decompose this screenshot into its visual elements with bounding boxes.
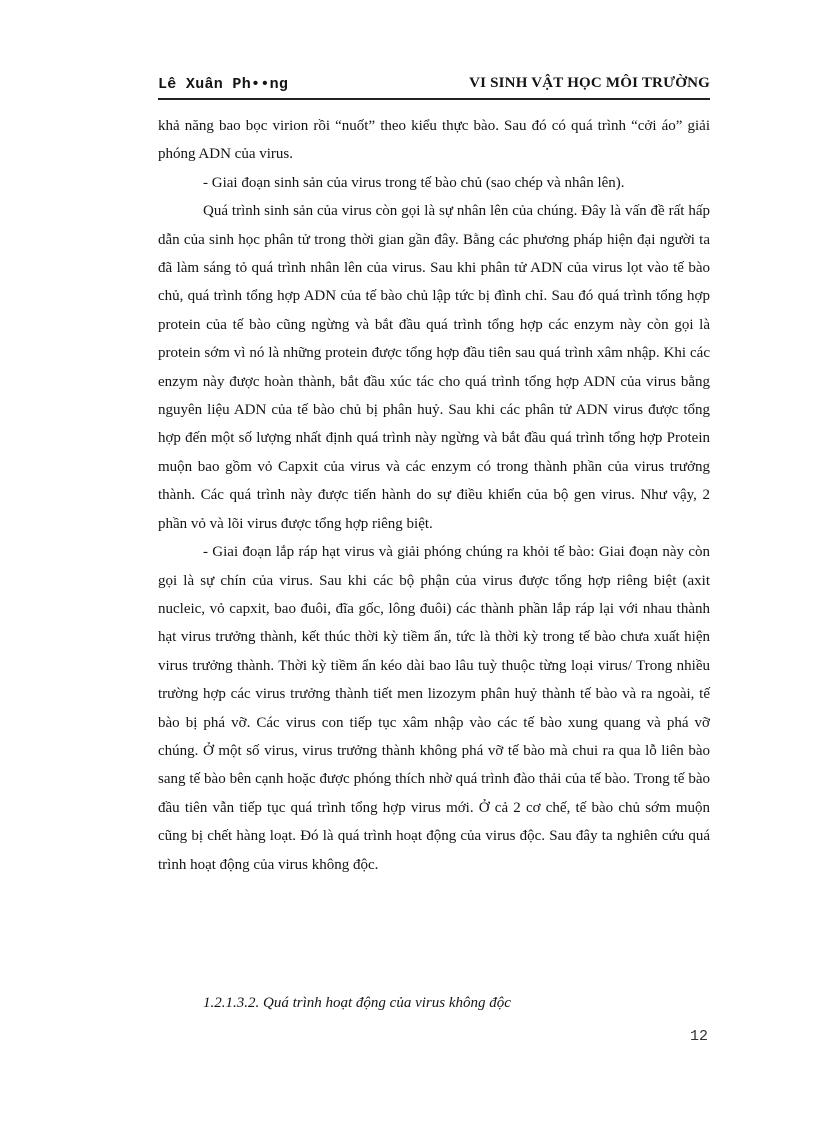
section-heading: 1.2.1.3.2. Quá trình hoạt động của virus không độc [203,995,511,1011]
page-header [158,70,710,100]
paragraph-continuation: khả năng bao bọc virion rồi “nuốt” theo kiểu thực bào. Sau đó có quá trình “cởi áo” giải phóng ADN của virus. [158,118,710,163]
body-text [158,112,710,879]
header-author: Lê Xuân Ph••ng [158,76,289,93]
paragraph-stage-assembly: - Giai đoạn lắp ráp hạt virus và giải phóng chúng ra khỏi tế bào: Giai đoạn này còn gọi là sự chín của virus. Sau khi các bộ phận của virus được tổng hợp riêng biệt (axit nucleic, vỏ capxit, bao đuôi, đĩa gốc, lông đuôi) các thành phần lắp ráp lại với nhau thành hạt virus trưởng thành, kết thúc thời kỳ tiềm ẩn, tức là thời kỳ trong tế bào chưa xuất hiện virus trưởng thành. Thời kỳ tiềm ẩn kéo dài bao lâu tuỳ thuộc từng loại virus/ Trong nhiều trường hợp các virus trưởng thành tiết men lizozym phân huỷ thành tế bào và ra ngoài, tế bào bị phá vỡ. Các virus con tiếp tục xâm nhập vào các tế bào xung quang và phá vỡ chúng. Ở một số virus, virus trưởng thành không phá vỡ tế bào mà chui ra qua lỗ liên bào sang tế bào bên cạnh hoặc được phóng thích nhờ quá trình đào thải của tế bào. Trong tế bào đầu tiên vẫn tiếp tục quá trình tổng hợp virus mới. Ở cả 2 cơ chế, tế bào chủ sớm muộn cũng bị chết hàng loạt. Đó là quá trình hoạt động của virus độc. Sau đây ta nghiên cứu quá trình hoạt động của virus không độc. [158,544,710,873]
header-title: VI SINH VẬT HỌC MÔI TRƯỜNG [469,75,710,91]
paragraph-stage-reproduction: - Giai đoạn sinh sản của virus trong tế bào chủ (sao chép và nhân lên). [203,174,625,191]
paragraph-reproduction-detail: Quá trình sinh sản của virus còn gọi là sự nhân lên của chúng. Đây là vấn đề rất hấp dẫn của sinh học phân tử trong thời gian gần đây. Bằng các phương pháp hiện đại người ta đã làm sáng tỏ quá trình nhân lên của virus. Sau khi phân tử ADN của virus lọt vào tế bào chủ, quá trình tổng hợp ADN của tế bào chủ lập tức bị đình chỉ. Sau đó quá trình tổng hợp protein của tế bào cũng ngừng và bắt đầu quá trình tổng hợp các enzym này còn gọi là protein sớm vì nó là những protein được tổng hợp đầu tiên sau quá trình xâm nhập. Khi các enzym này được hoàn thành, bắt đầu xúc tác cho quá trình tổng hợp ADN của virus bằng nguyên liệu ADN của tế bào chủ bị phân huỷ. Sau khi các phân tử ADN virus được tổng hợp đến một số lượng nhất định quá trình này ngừng và bắt đầu quá trình tổng hợp Protein muộn bao gồm vỏ Capxit của virus và các enzym có trong thành phần của virus trưởng thành. Các quá trình này được tiến hành do sự điều khiển của bộ gen virus. Như vậy, 2 phần vỏ và lõi virus được tổng hợp riêng biệt. [158,203,710,532]
page-number: 12 [689,1028,708,1045]
